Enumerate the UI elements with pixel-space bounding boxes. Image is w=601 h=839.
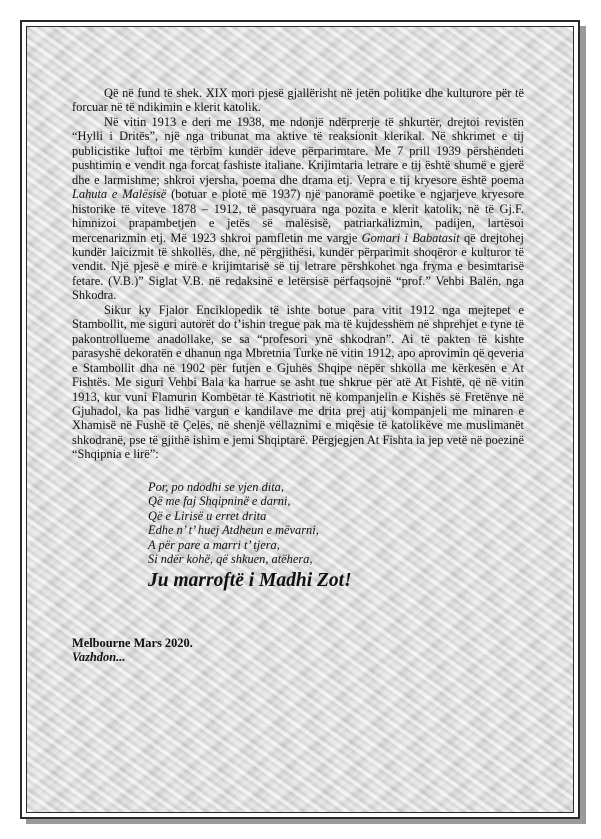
paragraph-3-text: Sikur ky Fjalor Enciklopedik të ishte botue para vitit 1912 nga mejtepet e Stambollit, me siguri autorët do t’ishin tregue pak ma të kujdesshëm në shprehjet e tyne të pakontrollueme anadollake, se sa “profesori ynë shkodran”. Ai të pakten të kishte parasyshë dekoratën e dhanun nga Mbretnia Turke në vitin 1912, apo aprovimin që qeveria e Stambollit dha në 1902 për futjen e Gjuhës Shqipe nëpër shkolla me kërkesën e At Fishtës. Me siguri Vehbi Bala ka harrue se asht tue shkrue për atë At Fishtë, që në vitin 1913, kur vuni Flamurin Kombëtar të Kastriotit në kompanjelin e Kishës së Fretënve në Gjuhadol, ka pas lidhë vargun e kandilave me drita prej atij kompanjeli me minaren e Xhamisë në Fushë të Çelës, në shenjë vëllaznimi e miqësie të katolikëve me muslimanët shkodranë, pse të gjithë ishim e jemi Shqiptarë. Përgjegjen At Fishta ia jep vetë në poezinë “Shqipnia e lirë”: bbox=[72, 302, 524, 462]
poem-line: Që me faj Shqipninë e darni, bbox=[148, 494, 291, 509]
poem-quote bbox=[148, 480, 524, 594]
article-body bbox=[72, 86, 524, 665]
paragraph-2-text-b: (botuar e plotë më 1937) një panoramë poetike e ngjarjeve kryesore historike të viteve 1878 – 1912, të pasqyruara nga pozita e klerit katolik; në të Gj.F. himnizoi prapambetjen e jetës së malësisë, patriarkalizmin, padijen, lartësoi mercenarizmin etj. Më 1923 shkroi pamfletin me vargje bbox=[72, 187, 524, 245]
paragraph-1-text: Që në fund të shek. XIX mori pjesë gjallërisht në jetën politike dhe kulturore për të forcuar në të ndikimin e klerit katolik. bbox=[72, 86, 524, 115]
poem-line: Por, po ndodhi se vjen dita, bbox=[148, 479, 284, 494]
page-shadow-bottom bbox=[26, 819, 586, 824]
paragraph-2-text-a: Në vitin 1913 e deri me 1938, me ndonjë ndërprerje të shkurtër, drejtoi revistën “Hylli i Dritës”, një nga tribunat ma aktive të reaksionit klerikal. Në shkrimet e tij publicistike luftoi me tërbim kundër ideve përparimtare. Me 7 prill 1939 përshëndeti pushtimin e vendit nga forcat fashiste italiane. Krijimtaria letrare e tij është shumë e gjerë dhe e larmishme; shkroi vjersha, poema dhe drama etj. Vepra e tij kryesore është poema bbox=[72, 114, 524, 187]
poem-line: A për pare a marri t’ tjera, bbox=[148, 537, 280, 552]
paragraph-3 bbox=[72, 303, 524, 462]
place-date: Melbourne Mars 2020. bbox=[72, 635, 193, 650]
continued-note: Vazhdon... bbox=[72, 650, 126, 665]
poem-line: Si ndër kohë, që shkuen, atëhera, bbox=[148, 552, 313, 567]
signoff bbox=[72, 636, 524, 665]
paragraph-2-text-c: që drejtohej kundër laicizmit të shkollës, dhe, në përgjithësi, kundër përparimit shoqëror e kulturor të vendit. Një pjesë e mirë e krijimtarisë së tij letrare përshkohet nga fryma e besimtarisë fetare. (V.B.)” Siglat V.B. në redaksinë e letërsisë përfaqsojnë “prof.” Vehbi Balën, nga Shkodra. bbox=[72, 230, 524, 303]
paragraph-2 bbox=[72, 115, 524, 303]
paragraph-1 bbox=[72, 86, 524, 115]
poem-line: Edhe n’ t’ huej Atdheun e mëvarni, bbox=[148, 523, 319, 538]
poem-final-line: Ju marroftë i Madhi Zot! bbox=[148, 569, 352, 591]
pamphlet-title-gomari: Gomari i Babatasit bbox=[361, 230, 460, 245]
poem-line: Që e Lirisë u erret drita bbox=[148, 508, 267, 523]
poem-title-lahuta: Lahuta e Malësisë bbox=[72, 187, 167, 202]
page-shadow-right bbox=[580, 26, 586, 823]
